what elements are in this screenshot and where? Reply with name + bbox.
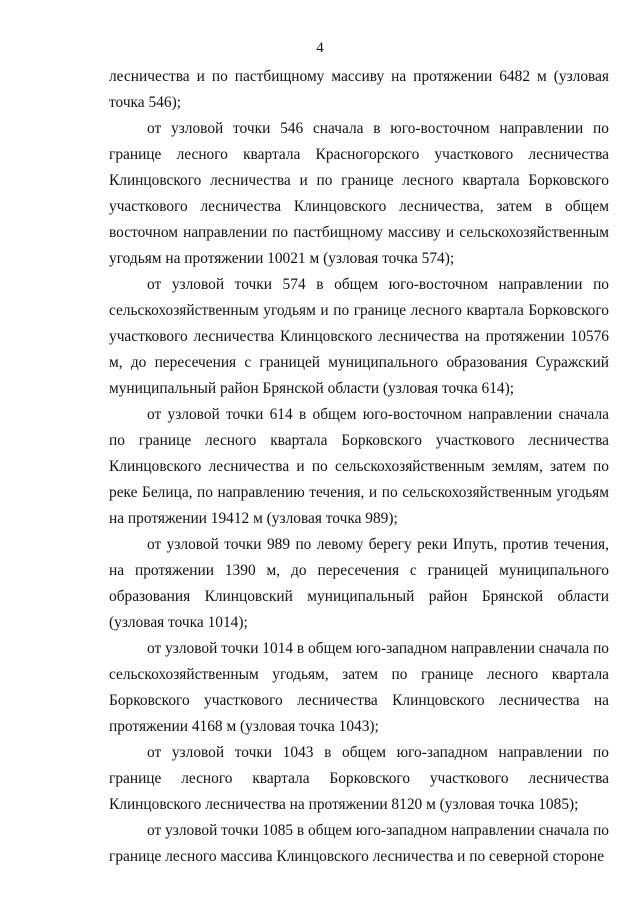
paragraph-node-574: от узловой точки 574 в общем юго-восточном направлении по сельскохозяйственным угодьям и по границе лесного квартала Борковского участкового лесничества Клинцовского лесничества на протяжении 10576 м, до пересечения с границей муниципального образования Суражский муниципальный район Брянской области (узловая точка 614); [109,276,609,397]
paragraph-node-1085: от узловой точки 1085 в общем юго-западном направлении сначала по границе лесного массива Клинцовского лесничества и по северной стороне [109,822,609,865]
paragraph-node-1043: от узловой точки 1043 в общем юго-западном направлении по границе лесного квартала Борковского участкового лесничества Клинцовского лесничества на протяжении 8120 м (узловая точка 1085); [109,744,609,813]
paragraph-node-546: от узловой точки 546 сначала в юго-восточном направлении по границе лесного квартала Красногорского участкового лесничества Клинцовского лесничества и по границе лесного квартала Борковского участкового лесничества Клинцовского лесничества, затем в общем восточном направлении по пастбищному массиву и сельскохозяйственным угодьям на протяжении 10021 м (узловая точка 574); [109,120,609,267]
paragraph-node-989: от узловой точки 989 по левому берегу реки Ипуть, против течения, на протяжении 1390 м, до пересечения с границей муниципального образования Клинцовский муниципальный район Брянской области (узловая точка 1014); [109,536,609,631]
document-body [109,64,609,870]
page-number: 4 [316,40,324,56]
paragraph-node-614: от узловой точки 614 в общем юго-восточном направлении сначала по границе лесного квартала Борковского участкового лесничества Клинцовского лесничества и по сельскохозяйственным землям, затем по реке Белица, по направлению течения, и по сельскохозяйственным угодьям на протяжении 19412 м (узловая точка 989); [109,406,609,527]
paragraph-node-1014: от узловой точки 1014 в общем юго-западном направлении сначала по сельскохозяйственным угодьям, затем по границе лесного квартала Борковского участкового лесничества Клинцовского лесничества на протяжении 4168 м (узловая точка 1043); [109,640,609,735]
paragraph-continuation: лесничества и по пастбищному массиву на протяжении 6482 м (узловая точка 546); [109,68,609,111]
